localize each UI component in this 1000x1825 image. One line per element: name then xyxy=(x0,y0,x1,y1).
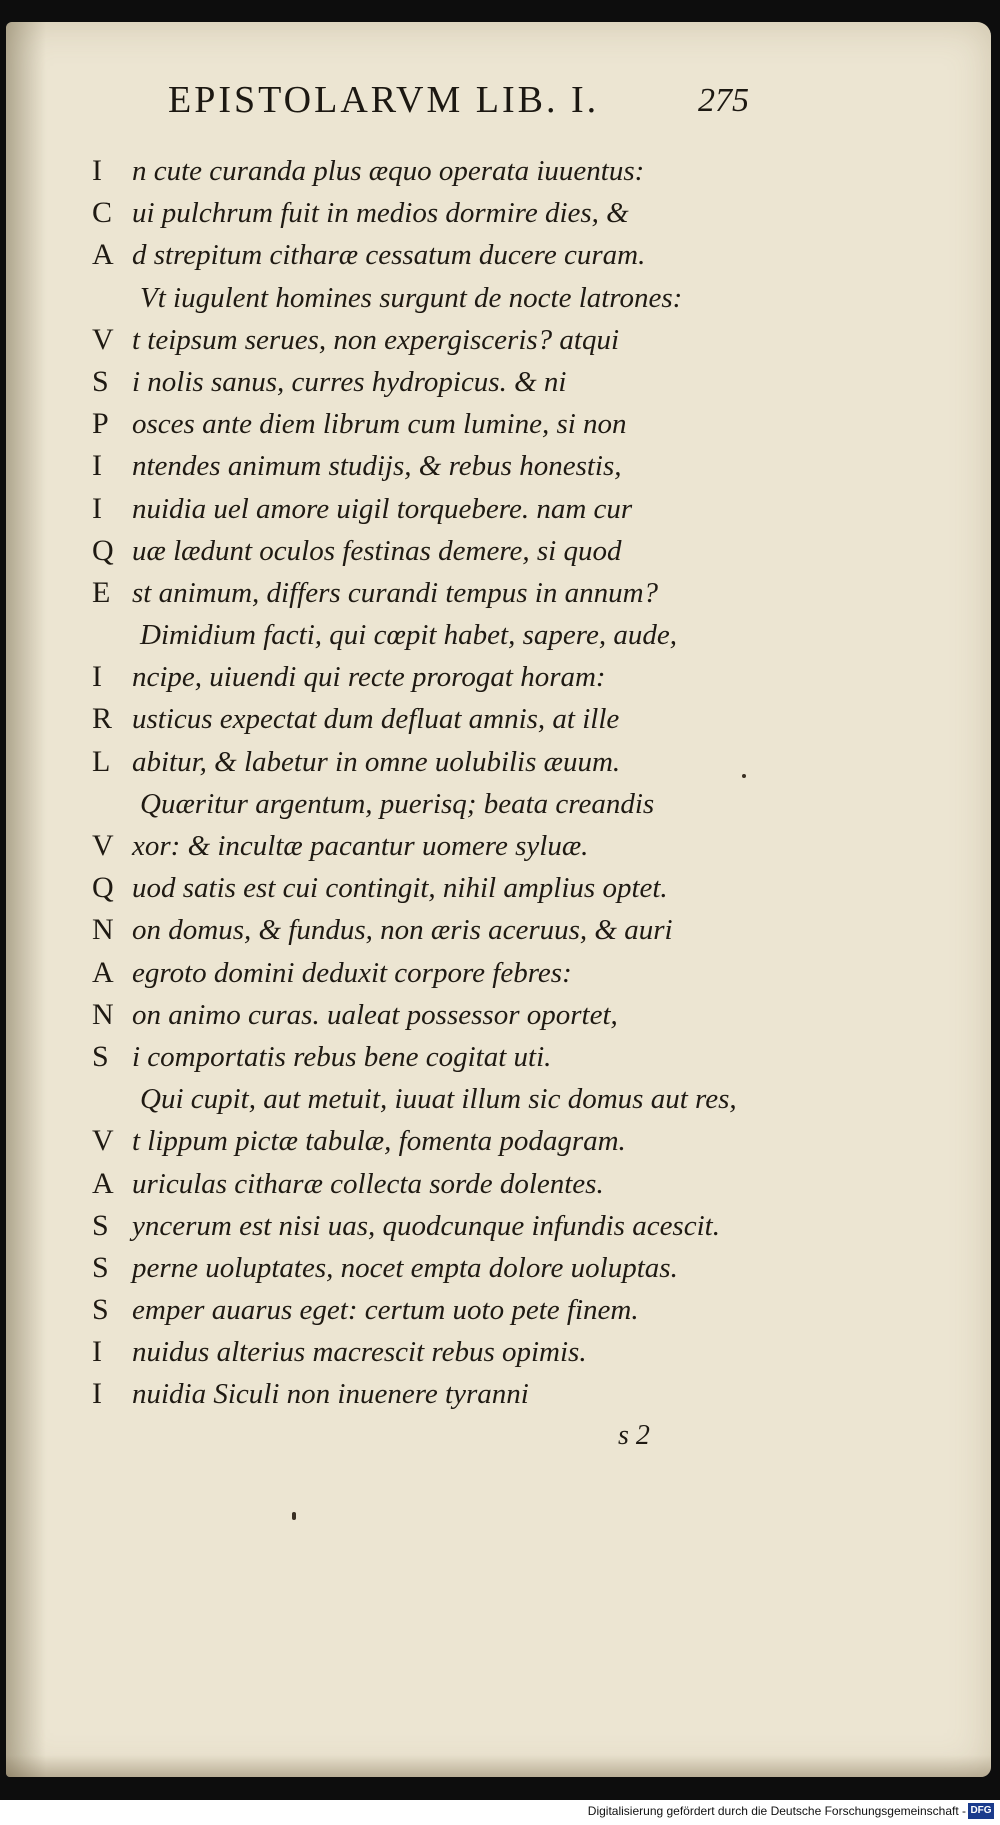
verse-initial: I xyxy=(92,1377,102,1411)
verse-text: t teipsum serues, non expergisceris? atqui xyxy=(132,323,620,356)
verse-line xyxy=(92,1036,792,1078)
page-header xyxy=(168,78,768,130)
verse-text: Dimidium facti, qui cœpit habet, sapere, aude, xyxy=(140,619,677,652)
verse-text: abitur, & labetur in omne uolubilis æuum. xyxy=(132,745,621,778)
verse-text: usticus expectat dum defluat amnis, at ille xyxy=(132,703,620,736)
verse-line xyxy=(92,867,792,909)
verse-initial: P xyxy=(92,407,109,441)
verse-line xyxy=(92,192,792,234)
verse-line xyxy=(92,1205,792,1247)
verse-text: on animo curas. ualeat possessor oportet, xyxy=(132,998,618,1031)
verse-text: emper auarus eget: certum uoto pete finem. xyxy=(132,1294,639,1327)
verse-text: yncerum est nisi uas, quodcunque infundis acescit. xyxy=(132,1209,720,1242)
verse-initial: Q xyxy=(92,871,114,905)
funding-note: Digitalisierung gefördert durch die Deutsche Forschungsgemeinschaft - xyxy=(587,1804,966,1818)
verse-line xyxy=(92,614,792,656)
verse-text: i nolis sanus, curres hydropicus. & ni xyxy=(132,365,567,398)
verse-line xyxy=(92,994,792,1036)
verse-line xyxy=(92,825,792,867)
verse-initial: A xyxy=(92,1166,114,1200)
verse-initial: V xyxy=(92,322,114,356)
ink-speck xyxy=(292,1512,296,1520)
verse-text: xor: & incultæ pacantur uomere syluæ. xyxy=(132,830,589,862)
verse-initial: L xyxy=(92,744,111,778)
verse-text: uod satis est cui contingit, nihil amplius optet. xyxy=(132,872,668,905)
verse-initial: I xyxy=(92,660,102,694)
verse-initial: S xyxy=(92,1250,109,1284)
verse-initial: I xyxy=(92,154,102,187)
verse-text: ncipe, uiuendi qui recte prorogat horam: xyxy=(132,661,606,694)
verse-initial: S xyxy=(92,1293,109,1327)
verse-text: t lippum pictæ tabulæ, fomenta podagram. xyxy=(132,1125,626,1158)
verse-line xyxy=(92,952,792,994)
verse-initial: N xyxy=(92,997,114,1031)
verse-line xyxy=(92,1078,792,1120)
verse-initial: Q xyxy=(92,533,114,567)
verse-line xyxy=(92,1331,792,1373)
verse-text: ntendes animum studijs, & rebus honestis, xyxy=(132,450,622,483)
verse-initial: E xyxy=(92,575,111,609)
verse-text: ui pulchrum fuit in medios dormire dies, & xyxy=(132,197,629,230)
verse-line xyxy=(92,488,792,530)
verse-text: perne uoluptates, nocet empta dolore uoluptas. xyxy=(132,1251,678,1284)
verse-initial: S xyxy=(92,1208,109,1242)
verse-line xyxy=(92,741,792,783)
verse-line xyxy=(92,234,792,276)
verse-initial: S xyxy=(92,364,109,398)
verse-initial: I xyxy=(92,1335,102,1369)
verse-line xyxy=(92,403,792,445)
verse-line xyxy=(92,1163,792,1205)
dfg-logo: DFG xyxy=(968,1803,994,1819)
verse-initial: I xyxy=(92,491,102,525)
verse-line xyxy=(92,277,792,319)
verse-line xyxy=(92,445,792,487)
verse-text: uæ lædunt oculos festinas demere, si quod xyxy=(132,534,622,567)
verse-line xyxy=(92,150,792,192)
verse-text: nuidus alterius macrescit rebus opimis. xyxy=(132,1336,587,1369)
verse-initial: R xyxy=(92,702,113,736)
verse-text: egroto domini deduxit corpore febres: xyxy=(132,956,572,989)
verse-text: uriculas citharæ collecta sorde dolentes. xyxy=(132,1167,604,1200)
verse-line xyxy=(92,783,792,825)
verse-initial: C xyxy=(92,196,113,230)
verse-initial: I xyxy=(92,449,102,483)
verse-text: Qui cupit, aut metuit, iuuat illum sic domus aut res, xyxy=(140,1083,737,1116)
verse-text: nuidia uel amore uigil torquebere. nam cur xyxy=(132,492,633,525)
verse-initial: V xyxy=(92,829,114,862)
verse-line xyxy=(92,1120,792,1162)
verse-line xyxy=(92,319,792,361)
verse-text: Quæritur argentum, puerisq; beata creandis xyxy=(140,787,655,820)
verse-line xyxy=(92,530,792,572)
verse-initial: S xyxy=(92,1039,109,1073)
verse-text: d strepitum citharæ cessatum ducere curam. xyxy=(132,239,646,272)
signature-mark: s 2 xyxy=(618,1420,650,1451)
verse-line xyxy=(92,1289,792,1331)
page-number: 275 xyxy=(698,82,749,119)
verse-list xyxy=(92,150,792,1416)
verse-line xyxy=(92,572,792,614)
verse-line xyxy=(92,909,792,951)
verse-text: i comportatis rebus bene cogitat uti. xyxy=(132,1040,552,1073)
verse-line xyxy=(92,698,792,740)
verse-text: osces ante diem librum cum lumine, si non xyxy=(132,408,627,441)
verse-text: st animum, differs curandi tempus in annum? xyxy=(132,576,659,609)
verse-text: on domus, & fundus, non æris aceruus, & auri xyxy=(132,914,673,947)
running-head: EPISTOLARVM LIB. I. xyxy=(168,79,600,121)
verse-initial: A xyxy=(92,955,114,989)
verse-line xyxy=(92,1247,792,1289)
verse-text: Vt iugulent homines surgunt de nocte latrones: xyxy=(140,281,683,314)
verse-text: n cute curanda plus æquo operata iuuentus: xyxy=(132,155,645,187)
verse-initial: V xyxy=(92,1124,114,1158)
verse-initial: A xyxy=(92,238,114,272)
verse-initial: N xyxy=(92,913,114,947)
verse-line xyxy=(92,361,792,403)
verse-line xyxy=(92,656,792,698)
verse-line xyxy=(92,1373,792,1415)
verse-text: nuidia Siculi non inuenere tyranni xyxy=(132,1378,529,1411)
